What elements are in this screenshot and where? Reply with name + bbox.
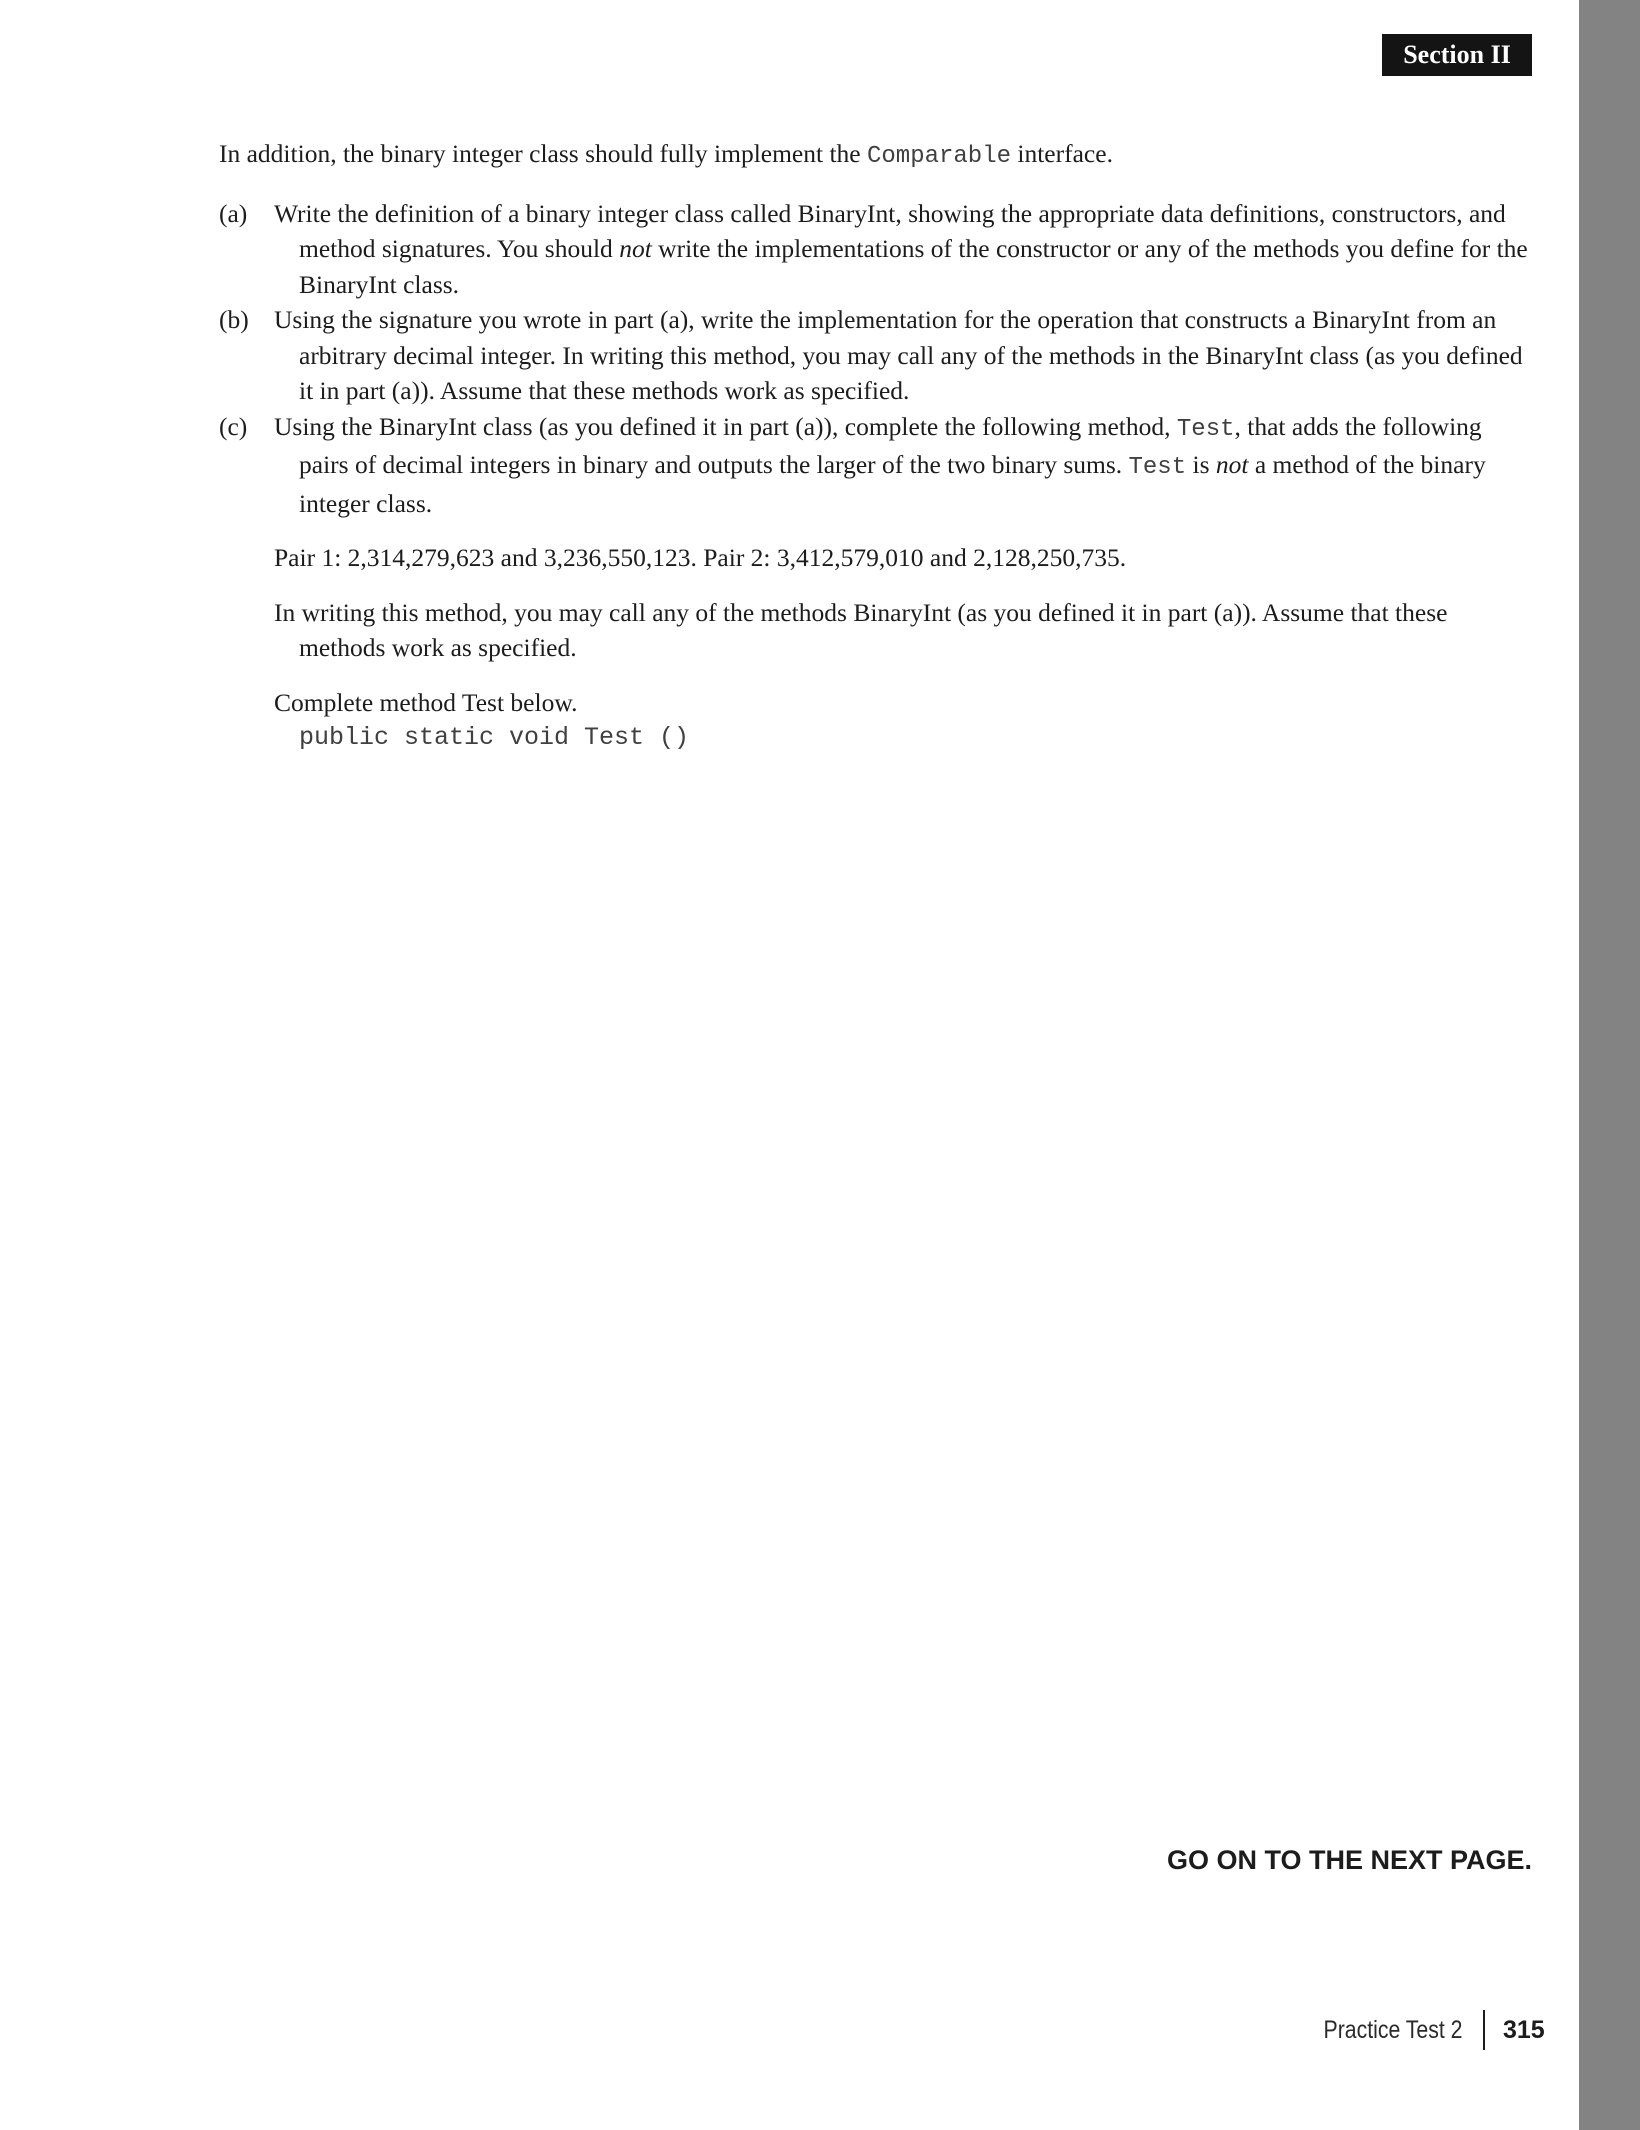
page-footer — [1200, 2010, 1546, 2050]
part-a-label: (a) — [219, 198, 248, 228]
part-c-pairs: Pair 1: 2,314,279,623 and 3,236,550,123. Pair 2: 3,412,579,010 and 2,128,250,735. — [274, 543, 1127, 572]
part-b — [219, 302, 1529, 409]
part-a — [219, 196, 1529, 303]
footer-divider — [1483, 2010, 1485, 2050]
part-c-complete-instruction: Complete method Test below. — [274, 687, 578, 717]
test-method-signature: public static void Test () — [299, 723, 690, 752]
section-tab: Section II — [1382, 34, 1532, 76]
part-c — [219, 409, 1529, 522]
footer-test-label: Practice Test 2 — [1324, 2016, 1463, 2044]
intro-code-comparable: Comparable — [866, 143, 1012, 170]
part-c-text-2: , that adds the following pairs of decimal integers in binary and outputs the larger of the two binary sums. — [299, 411, 1482, 479]
intro-paragraph — [219, 136, 1529, 175]
part-a-text-2: write the implementations of the constructor or any of the methods you define for the BinaryInt class. — [299, 234, 1528, 299]
part-c-label: (c) — [219, 411, 248, 441]
intro-text-after: interface. — [1011, 139, 1113, 168]
part-a-emphasis: not — [619, 234, 652, 263]
question-content — [219, 136, 1529, 756]
page-edge-bar — [1579, 0, 1640, 2130]
go-on-next-page: GO ON TO THE NEXT PAGE. — [1166, 1845, 1532, 1875]
part-c-text-3: is — [1186, 450, 1216, 479]
part-c-emphasis: not — [1215, 450, 1249, 479]
part-c-methods-note: In writing this method, you may call any of the methods BinaryInt (as you defined it in part (a)). Assume that these methods work as specified. — [274, 597, 1448, 662]
part-c-text-1: Using the BinaryInt class (as you defined it in part (a)), complete the following method, — [274, 411, 1177, 441]
intro-text-before: In addition, the binary integer class should fully implement the — [219, 139, 867, 168]
part-b-label: (b) — [219, 305, 249, 334]
page-number: 315 — [1503, 2016, 1545, 2044]
part-c-text-4: a method of the binary integer class. — [299, 450, 1486, 518]
part-c-code-test-2: Test — [1128, 454, 1187, 481]
part-a-text-1: Write the definition of a binary integer class called BinaryInt, showing the appropriate data definitions, constructors, and method signatures. You should — [274, 198, 1506, 263]
part-b-text: Using the signature you wrote in part (a), write the implementation for the operation that constructs a BinaryInt from an arbitrary decimal integer. In writing this method, you may call any of the methods in the BinaryInt class (as you defined it in part (a)). Assume that these methods work as specified. — [274, 305, 1523, 405]
part-c-code-test-1: Test — [1176, 415, 1235, 443]
